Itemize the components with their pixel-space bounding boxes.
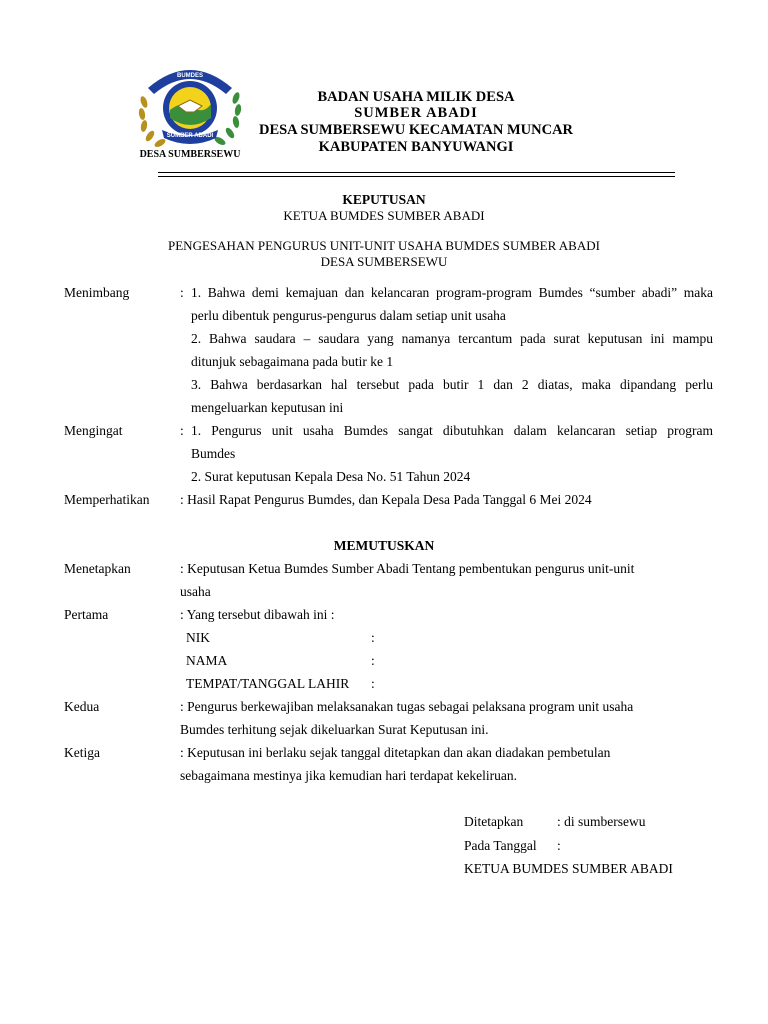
menimbang-point-2b: ditunjuk sebagaimana pada butir ke 1 bbox=[191, 354, 394, 369]
menimbang-point-3b: mengeluarkan keputusan ini bbox=[191, 400, 344, 415]
menimbang-point-1b: perlu dibentuk pengurus-pengurus dalam setiap unit usaha bbox=[191, 308, 506, 323]
menimbang-point-2a: 2. Bahwa saudara – saudara yang namanya tercantum pada surat keputusan ini mampu bbox=[191, 331, 713, 346]
field-nik-colon: : bbox=[371, 630, 375, 645]
tanggal-label: Pada Tanggal bbox=[464, 838, 537, 853]
ditetapkan-value: : di sumbersewu bbox=[557, 814, 646, 829]
header-line-2: SUMBER ABADI bbox=[354, 105, 478, 121]
field-ttl-label: TEMPAT/TANGGAL LAHIR bbox=[186, 676, 350, 691]
header-line-4: KABUPATEN BANYUWANGI bbox=[318, 139, 514, 155]
field-nama-label: NAMA bbox=[186, 653, 228, 668]
kedua-label: Kedua bbox=[64, 699, 100, 714]
mengingat-colon: : bbox=[180, 423, 184, 438]
ketiga-label: Ketiga bbox=[64, 745, 100, 760]
mengingat-label: Mengingat bbox=[64, 423, 123, 438]
menetapkan-line-1: : Keputusan Ketua Bumdes Sumber Abadi Tentang pembentukan pengurus unit-unit bbox=[180, 561, 635, 576]
field-nik-label: NIK bbox=[186, 630, 210, 645]
logo-caption: DESA SUMBERSEWU bbox=[139, 149, 241, 160]
ketiga-line-1: : Keputusan ini berlaku sejak tanggal ditetapkan dan akan diadakan pembetulan bbox=[180, 745, 611, 760]
signatory-title: KETUA BUMDES SUMBER ABADI bbox=[464, 861, 673, 876]
menetapkan-line-2: usaha bbox=[180, 584, 211, 599]
tanggal-value: : bbox=[557, 838, 561, 853]
menimbang-label: Menimbang bbox=[64, 285, 130, 300]
header-rule-bottom bbox=[158, 176, 675, 177]
title-subject-1: PENGESAHAN PENGURUS UNIT-UNIT USAHA BUMDES SUMBER ABADI bbox=[168, 238, 600, 253]
mengingat-point-1b: Bumdes bbox=[191, 446, 236, 461]
field-nama-colon: : bbox=[371, 653, 375, 668]
header-rule-top bbox=[158, 172, 675, 173]
title-sub: KETUA BUMDES SUMBER ABADI bbox=[283, 208, 485, 223]
logo-inner-text: SUMBER ABADI bbox=[166, 133, 214, 139]
menetapkan-label: Menetapkan bbox=[64, 561, 131, 576]
title-subject-2: DESA SUMBERSEWU bbox=[320, 254, 448, 269]
ketiga-line-2: sebagaimana mestinya jika kemudian hari terdapat kekeliruan. bbox=[180, 768, 517, 783]
ditetapkan-label: Ditetapkan bbox=[464, 814, 524, 829]
title-main: KEPUTUSAN bbox=[342, 192, 426, 207]
kedua-line-2: Bumdes terhitung sejak dikeluarkan Surat Keputusan ini. bbox=[180, 722, 489, 737]
mengingat-point-2: 2. Surat keputusan Kepala Desa No. 51 Tahun 2024 bbox=[191, 469, 471, 484]
memutuskan-heading: MEMUTUSKAN bbox=[333, 538, 435, 553]
pertama-text: : Yang tersebut dibawah ini : bbox=[180, 607, 335, 622]
kedua-line-1: : Pengurus berkewajiban melaksanakan tugas sebagai pelaksana program unit usaha bbox=[180, 699, 634, 714]
memperhatikan-label: Memperhatikan bbox=[64, 492, 150, 507]
menimbang-point-1a: 1. Bahwa demi kemajuan dan kelancaran program-program Bumdes “sumber abadi” maka bbox=[191, 285, 713, 300]
mengingat-point-1a: 1. Pengurus unit usaha Bumdes sangat dibutuhkan dalam kelancaran setiap program bbox=[191, 423, 713, 438]
header-line-3: DESA SUMBERSEWU KECAMATAN MUNCAR bbox=[258, 122, 574, 138]
memperhatikan-text: : Hasil Rapat Pengurus Bumdes, dan Kepala Desa Pada Tanggal 6 Mei 2024 bbox=[180, 492, 592, 507]
menimbang-colon: : bbox=[180, 285, 184, 300]
logo-ribbon-text: BUMDES bbox=[176, 73, 203, 79]
field-ttl-colon: : bbox=[371, 676, 375, 691]
pertama-label: Pertama bbox=[64, 607, 109, 622]
header-line-1: BADAN USAHA MILIK DESA bbox=[317, 89, 515, 105]
menimbang-point-3a: 3. Bahwa berdasarkan hal tersebut pada butir 1 dan 2 diatas, maka dipandang perlu bbox=[191, 377, 713, 392]
